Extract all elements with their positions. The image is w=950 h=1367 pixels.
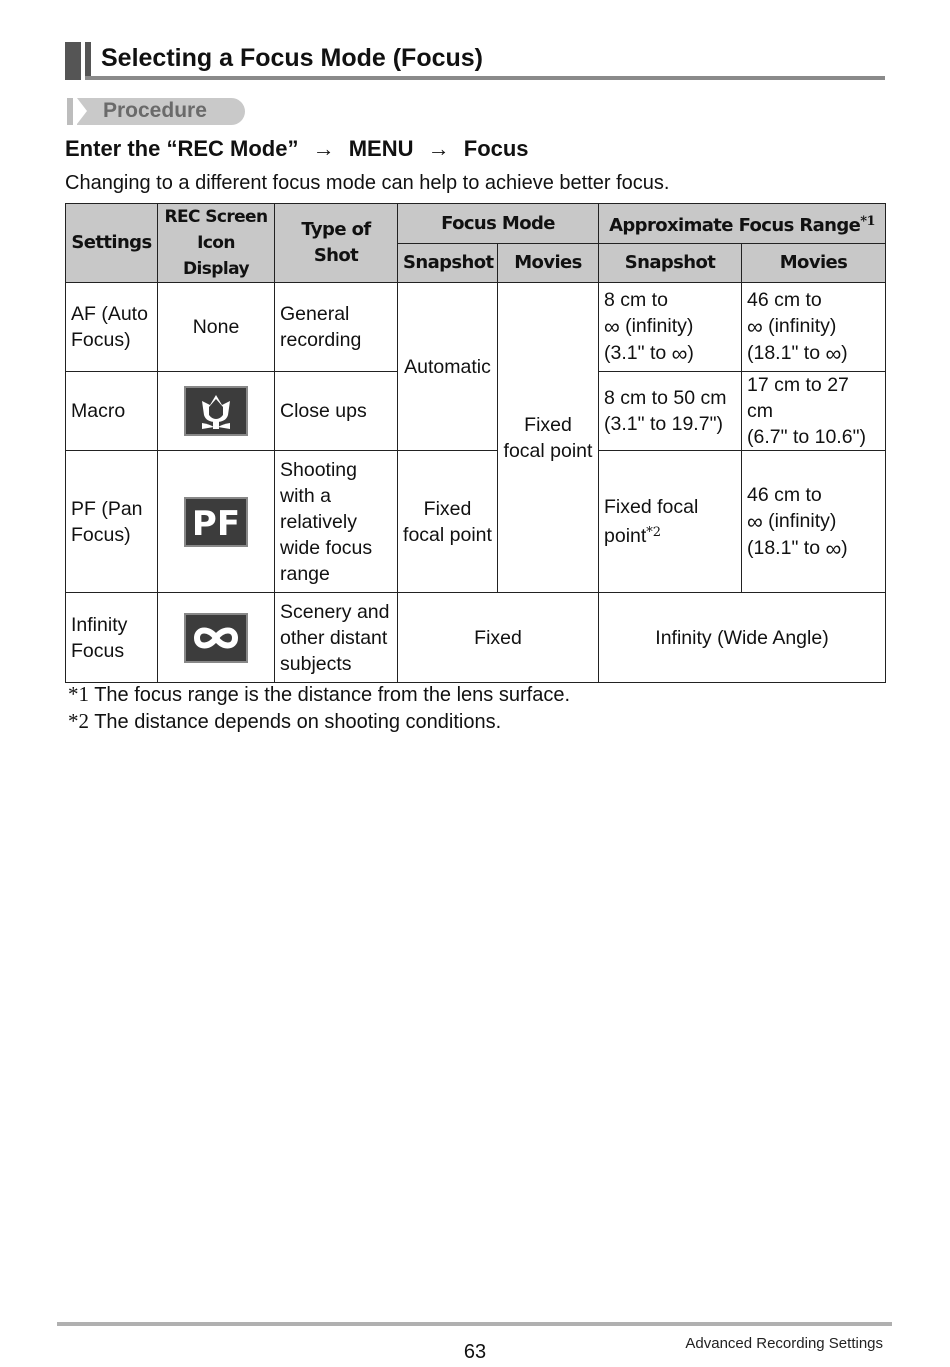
range-macro-movies (742, 372, 886, 451)
header-range-movies: Movies (742, 244, 886, 283)
mode-pf-snapshot: Fixed focal point (398, 451, 498, 593)
infinity-symbol: ∞ (604, 314, 620, 339)
footnote-mark: *2 (68, 709, 89, 733)
footnote-1 (68, 681, 570, 708)
header-settings: Settings (66, 204, 158, 283)
header-rec-screen-icon: REC Screen Icon Display (158, 204, 275, 283)
footnote-2 (68, 708, 570, 735)
range-text (747, 313, 880, 340)
header-mode-movies: Movies (498, 244, 599, 283)
footnote-text: The distance depends on shooting conditions. (94, 711, 502, 733)
range-pf-movies (742, 451, 886, 593)
setting-infinity-focus: Infinity Focus (66, 593, 158, 683)
footnote-ref-1: *1 (860, 213, 875, 229)
title-underline (85, 76, 885, 80)
range-text: (infinity) (625, 315, 694, 337)
range-text: 8 cm to (604, 289, 668, 311)
range-text (747, 340, 880, 367)
procedure-tag (67, 98, 245, 125)
icon-cell-macro (158, 372, 275, 451)
range-text (604, 313, 736, 340)
header-approx-focus-range (599, 204, 886, 244)
footnote-text: The focus range is the distance from the lens surface. (94, 684, 571, 706)
header-mode-snapshot: Snapshot (398, 244, 498, 283)
range-af-snapshot (599, 283, 742, 372)
range-af-movies (742, 283, 886, 372)
icon-wrap (163, 497, 269, 547)
range-text: (18.1" to (747, 342, 826, 364)
macro-flower-icon (184, 386, 248, 436)
arrow-right-icon: → (312, 136, 335, 161)
focus-mode-table (65, 203, 886, 683)
intro-text: Changing to a different focus mode can help to achieve better focus. (65, 172, 670, 194)
table-row (66, 283, 886, 372)
infinity-symbol: ∞ (825, 535, 842, 561)
type-close-ups: Close ups (275, 372, 398, 451)
mode-movies-fixed-focal-point: Fixed focal point (498, 283, 599, 593)
type-wide-focus: Shooting with a relatively wide focus range (275, 451, 398, 593)
range-text: 46 cm to (747, 289, 822, 311)
pan-focus-icon (184, 497, 248, 547)
range-text: ) (841, 536, 848, 559)
range-macro-snapshot (599, 372, 742, 451)
pan-focus-icon-text: PF (191, 503, 241, 542)
procedure-marker (67, 98, 73, 125)
range-text: Fixed focal point (604, 496, 699, 547)
header-approx-focus-range-label: Approximate Focus Range (609, 214, 861, 236)
title-marker-bar-thin (85, 42, 91, 80)
infinity-symbol: ∞ (671, 341, 688, 366)
table-row (66, 593, 886, 683)
infinity-icon (184, 613, 248, 663)
section-header (65, 42, 885, 82)
page-number: 63 (463, 1341, 487, 1363)
procedure-label: Procedure (103, 99, 207, 122)
icon-none-text: None (158, 283, 275, 372)
infinity-symbol: ∞ (747, 314, 763, 339)
header-focus-mode: Focus Mode (398, 204, 599, 244)
header-range-snapshot: Snapshot (599, 244, 742, 283)
range-text: 17 cm to 27 cm (747, 374, 849, 422)
range-text: (3.1" to 19.7") (604, 413, 723, 435)
menu-path-step-menu: MENU (348, 136, 414, 161)
range-text: (6.7" to 10.6") (747, 426, 866, 448)
infinity-symbol: ∞ (825, 341, 842, 366)
mode-infinity-fixed: Fixed (398, 593, 599, 683)
icon-wrap (163, 613, 269, 663)
arrow-right-icon: → (427, 136, 450, 161)
icon-wrap (163, 386, 269, 436)
type-general-recording: General recording (275, 283, 398, 372)
header-type-of-shot: Type of Shot (275, 204, 398, 283)
footnote-mark: *1 (68, 682, 89, 706)
type-scenery: Scenery and other distant subjects (275, 593, 398, 683)
range-text: (infinity) (768, 315, 837, 337)
range-text: 46 cm to (747, 483, 822, 506)
icon-cell-infinity (158, 593, 275, 683)
range-pf-snapshot (599, 451, 742, 593)
range-text: (18.1" to (747, 536, 826, 559)
title-marker-bar (65, 42, 81, 80)
footer-divider (57, 1322, 892, 1326)
range-infinity: Infinity (Wide Angle) (599, 593, 886, 683)
menu-path-step-focus: Focus (463, 136, 529, 161)
menu-path (65, 136, 529, 162)
mode-automatic: Automatic (398, 283, 498, 451)
range-text: 8 cm to 50 cm (604, 387, 727, 409)
page-title: Selecting a Focus Mode (Focus) (101, 44, 483, 72)
setting-af: AF (Auto Focus) (66, 283, 158, 372)
range-text: ) (687, 342, 694, 364)
range-text (747, 535, 880, 562)
setting-macro: Macro (66, 372, 158, 451)
infinity-symbol: ∞ (747, 508, 763, 534)
footnote-ref-2: *2 (646, 525, 662, 540)
setting-pan-focus: PF (Pan Focus) (66, 451, 158, 593)
range-text: (3.1" to (604, 342, 672, 364)
range-text: ) (841, 342, 848, 364)
menu-path-step-rec-mode: Enter the “REC Mode” (65, 136, 299, 161)
range-text (604, 340, 736, 367)
section-name: Advanced Recording Settings (685, 1335, 883, 1352)
icon-cell-pf (158, 451, 275, 593)
range-text: (infinity) (768, 509, 837, 532)
range-text (747, 508, 880, 535)
table-row (66, 451, 886, 593)
footnotes (68, 681, 570, 735)
